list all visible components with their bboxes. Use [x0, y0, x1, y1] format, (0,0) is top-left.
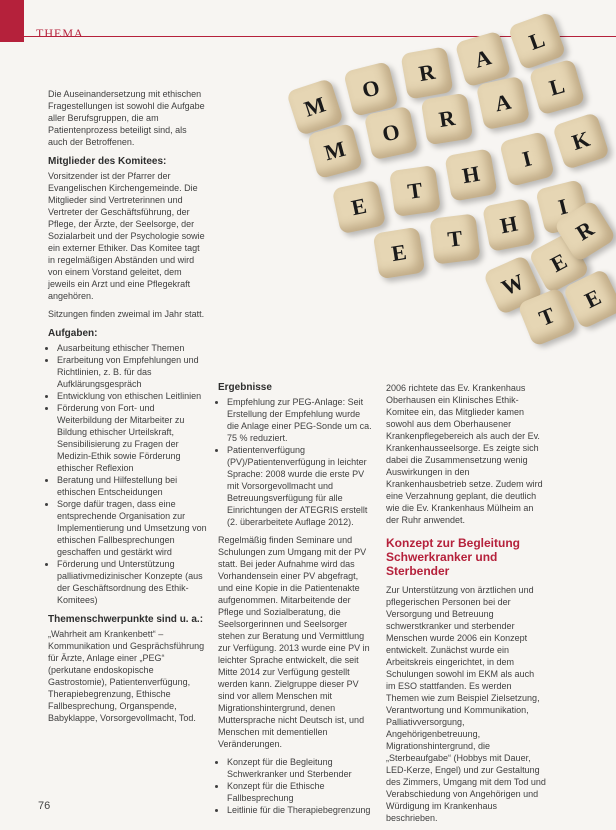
dice-photo	[200, 26, 616, 344]
tasks-list	[48, 342, 208, 606]
list-item: • Beratung und Hilfestellung bei ethischen Entscheidungen	[57, 474, 208, 498]
list-item: • Ausarbeitung ethischer Themen	[57, 342, 208, 354]
results-list	[218, 396, 374, 528]
die: I	[535, 179, 591, 235]
die: R	[421, 93, 474, 146]
list-item: • Leitlinie für die Therapiebegrenzung	[227, 804, 374, 816]
die: I	[499, 131, 555, 187]
die: M	[307, 123, 363, 179]
die: H	[482, 198, 536, 252]
section-label: THEMA	[36, 26, 84, 40]
right-column	[386, 382, 546, 830]
die: W	[483, 255, 544, 316]
die: T	[389, 165, 441, 217]
list-item: • Förderung und Unterstützung palliativmedizinischer Konzepte (aus der Geschäftsordnung des Ethik-Komitees)	[57, 558, 208, 606]
list-item: • Konzept für die Begleitung Schwerkranker und Sterbender	[227, 756, 374, 780]
focus-paragraph: „Wahrheit am Krankenbett“ – Kommunikation und Gesprächsführung für Ärzte, Anlage einer „PEG“ (perkutane endoskopische Gastrostomie), Patientenverfügung, Therapiebegrenzung, Ethische Fallbesprechung, Organspende, Babyklappe, Vorsorgevollmacht, Tod.	[48, 629, 205, 723]
die: L	[529, 59, 586, 116]
die: R	[400, 46, 453, 99]
list-item: • Sorge dafür tragen, dass eine entsprechende Organisation zur Implementierung und Umsetzung von ethischen Fallbesprechungen geschaffen und gestärkt wird	[57, 498, 208, 558]
die: A	[455, 31, 512, 88]
page-number: 76	[38, 800, 51, 812]
members-paragraph: Vorsitzender ist der Pfarrer der Evangelischen Kirchengemeinde. Die Mitglieder sind Vertreterinnen und Vertreter der Geschäftsführung, der Pflege, der Ärzte, der Seelsorge, der Sozialarbeit und der Psychologie sowie ein externer Ethiker. Das Komitee tagt in regelmäßigen Abständen und wird von einem Vorstand geleitet, dem jeweils ein Arzt und eine Pflegekraft angehören.	[48, 171, 205, 301]
list-item: • Erarbeitung von Empfehlungen und Richtlinien, z. B. für das Aufklärungsgespräch	[57, 354, 208, 390]
intro-paragraph: Die Auseinandersetzung mit ethischen Fragestellungen ist sowohl die Aufgabe aller Berufsgruppen, die am Patientenprozess beteiligt sind, als auch der Betroffenen.	[48, 89, 205, 147]
die: A	[476, 76, 531, 131]
results-heading: Ergebnisse	[218, 382, 272, 393]
pv-paragraph: Regelmäßig finden Seminare und Schulungen zum Umgang mit der PV statt. Bei jeder Aufnahme wird das Vorhandensein einer PV abgefragt, und eine Kopie in die Patientenakte aufgenommen. Mitarbeitende der Pflege und Sozialberatung, die Seelsorgerinnen und Seelsorger stehen zur Beratung und Vermittlung zur Verfügung. 2013 wurde eine PV in leichter Sprache entwickelt, die seit Mitte 2014 zur Verfügung gestellt werden kann. Zielgruppe dieser PV sind vor allem Menschen mit Migrationshintergrund, denen Muttersprache nicht Deutsch ist, und Menschen mit dementiellen Veränderungen.	[218, 535, 370, 749]
die: H	[444, 148, 497, 201]
die: R	[553, 199, 616, 262]
die: E	[562, 268, 616, 330]
header-color-bar	[0, 0, 24, 42]
die: K	[552, 112, 610, 170]
middle-column	[218, 382, 374, 822]
members-paragraph-2: Sitzungen finden zweimal im Jahr statt.	[48, 309, 205, 319]
list-item: • Patientenverfügung (PV)/Patientenverfügung in leichter Sprache: 2008 wurde die erste PV mit Vorsorgevollmacht und Betreuungsverfügung für alle Einrichtungen der ATEGRIS erstellt (2. überarbeitete Auflage 2012).	[227, 444, 374, 528]
left-column	[48, 88, 208, 730]
list-item: • Entwicklung von ethischen Leitlinien	[57, 390, 208, 402]
die: E	[373, 227, 426, 280]
members-heading: Mitglieder des Komitees:	[48, 156, 167, 167]
concept-heading: Konzept zur Begleitung Schwerkranker und Sterbender	[386, 536, 520, 578]
die: M	[286, 78, 344, 136]
die: L	[508, 12, 567, 71]
die: O	[364, 106, 419, 161]
die: E	[332, 180, 387, 235]
die: T	[429, 213, 480, 264]
concepts-list	[218, 756, 374, 816]
ethics-paragraph: 2006 richtete das Ev. Krankenhaus Oberhausen ein Klinisches Ethik-Komitee ein, das Mitglieder kamen sowohl aus dem Oberhausener Krankenpflegebereich als auch der Ev. Krankenhausseelsorge. Es zeigte sich dabei die Zusammensetzung wenig Auswirkungen in den Krankenhausbetrieb setze. Zudem wird eine Verzahnung geplant, die deutlich wie die Ev. Krankenhaus Mülheim an der Ruhr anwendet.	[386, 383, 543, 525]
focus-heading: Themenschwerpunkte sind u. a.:	[48, 614, 204, 625]
concept-paragraph: Zur Unterstützung von ärztlichen und pflegerischen Personen bei der Versorgung und Betreuung schwerstkranker und sterbender Menschen wurde 2006 ein Konzept entwickelt. Zunächst wurde ein Arbeitskreis eingerichtet, in dem Schulungen sowohl im EKM als auch im ESO stattfanden. Es werden Themen wie zum Beispiel Zielsetzung, Verantwortung und Kommunikation, Palliativversorgung, Angehörigenbetreuung, Migrationshintergrund, die „Sterbeaufgabe“ (Hobbys mit Dauer, LED-Kerze, Engel) und zur Gestaltung des Zimmers, Umgang mit dem Tod und Verabschiedung von Angehörigen und Würdigung im Krankenhaus beschrieben.	[386, 585, 546, 823]
list-item: • Förderung von Fort- und Weiterbildung der Mitarbeiter zu Bildung ethischer Urteilskraft, Sensibilisierung zu Fragen der Medizin-Ethik sowie Förderung ethischer Reflexion	[57, 402, 208, 474]
die: T	[517, 287, 577, 347]
list-item: • Konzept für die Ethische Fallbesprechung	[227, 780, 374, 804]
tasks-heading: Aufgaben:	[48, 328, 98, 339]
die: E	[528, 232, 590, 294]
list-item: • Empfehlung zur PEG-Anlage: Seit Erstellung der Empfehlung wurde die Anlage einer PEG-Sonde um ca. 75 % reduziert.	[227, 396, 374, 444]
die: O	[343, 61, 399, 117]
